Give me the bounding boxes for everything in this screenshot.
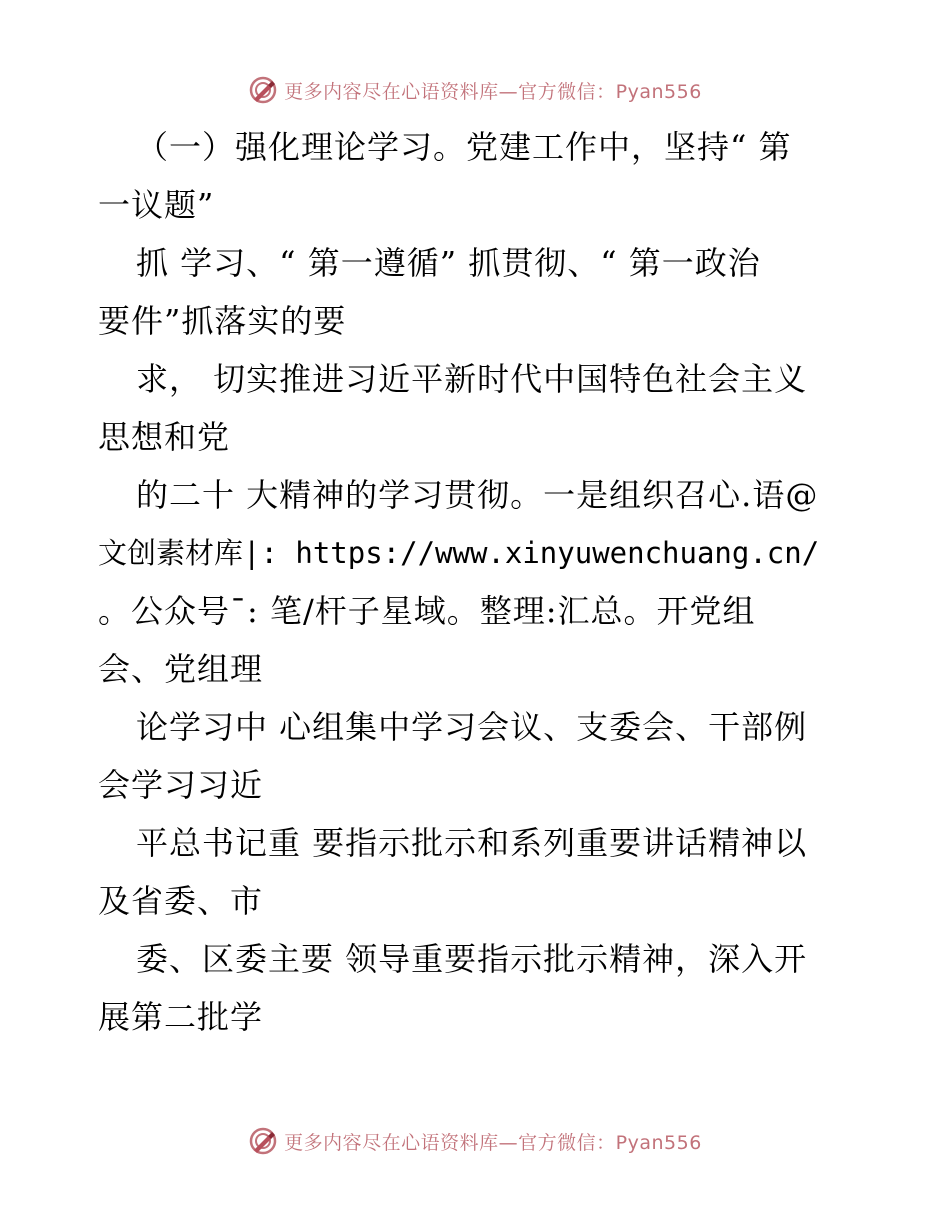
footer-watermark-banner bbox=[0, 1121, 950, 1161]
text-line: 会、党组理 bbox=[98, 650, 264, 688]
text-line: 平总书记重 要指示批示和系列重要讲话精神以 bbox=[136, 824, 808, 862]
header-watermark-text: 更多内容尽在心语资料库—官方微信：Pyan556 bbox=[284, 80, 702, 103]
text-line: 的二十 大精神的学习贯彻。一是组织召心.语@ bbox=[136, 476, 819, 514]
pen-circle-logo-icon bbox=[248, 75, 278, 105]
text-line: 。公众号¯: 笔/杆子星域。整理:汇总。开党组 bbox=[98, 592, 756, 630]
text-line: 会学习习近 bbox=[98, 766, 264, 804]
header-watermark-banner bbox=[0, 70, 950, 110]
text-line: 委、区委主要 领导重要指示批示精神，深入开 bbox=[136, 940, 808, 978]
text-line: 展第二批学 bbox=[98, 998, 264, 1036]
text-line-url: 文创素材库|: https://www.xinyuwenchuang.cn/ bbox=[98, 536, 820, 570]
text-line: 一议题” bbox=[98, 186, 215, 224]
text-line: 求， 切实推进习近平新时代中国特色社会主义 bbox=[136, 360, 808, 398]
text-line: 抓 学习、“ 第一遵循” 抓贯彻、“ 第一政治 bbox=[136, 244, 761, 282]
text-line: （一）强化理论学习。党建工作中，坚持“ 第 bbox=[136, 128, 792, 166]
text-line: 及省委、市 bbox=[98, 882, 264, 920]
document-body bbox=[98, 118, 868, 1046]
text-line: 思想和党 bbox=[98, 418, 231, 456]
footer-watermark-text: 更多内容尽在心语资料库—官方微信：Pyan556 bbox=[284, 1131, 702, 1154]
pen-circle-logo-icon bbox=[248, 1126, 278, 1156]
text-line: 论学习中 心组集中学习会议、支委会、干部例 bbox=[136, 708, 808, 746]
text-line: 要件”抓落实的要 bbox=[98, 302, 347, 340]
